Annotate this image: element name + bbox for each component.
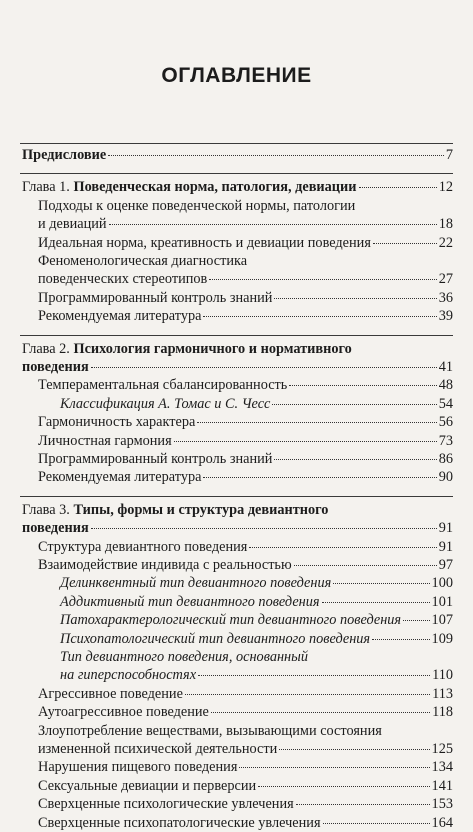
page-number: 41 [438,359,453,375]
dot-leader [203,316,436,317]
chapter-heading-cont-text: поведения [22,520,89,537]
toc-entry [38,270,453,288]
toc-entry [60,666,453,684]
toc-entry [60,574,453,592]
chapter-title: Типы, формы и структура девиантного [73,501,329,518]
dot-leader [91,367,437,368]
page-number: 109 [431,630,453,647]
page-number: 134 [431,759,453,776]
toc-entry [38,795,453,813]
toc-entry-cont-text: Феноменологическая диагностика [38,253,248,269]
dot-leader [249,547,436,548]
toc-entry-text: Патохарактерологический тип девиантного поведения [60,612,402,629]
toc-entry-text: Структура девиантного поведения [38,538,248,555]
toc-entry-text: Рекомендуемая литература [38,469,202,486]
page-number: 56 [438,414,453,431]
toc-entry-cont-text: Подходы к оценке поведенческой нормы, патологии [38,197,356,214]
chapter-number: Глава 2. [22,340,74,357]
dot-leader [198,675,430,676]
toc-entry-text: Аутоагрессивное поведение [38,704,209,721]
toc-entry-text: Сверхценные психопатологические увлечения [38,814,321,831]
page-number: 7 [445,147,453,163]
toc-entry-text: Сексуальные девиации и перверсии [38,777,257,794]
dot-leader [211,712,430,713]
preface-entry-text: Предисловие [22,147,107,163]
toc-entry [38,740,453,758]
page-number: 113 [432,685,453,702]
page-number: 97 [438,557,453,573]
dot-leader [239,767,429,768]
toc-entry-text: Программированный контроль знаний [38,289,273,306]
toc-entry-cont-text: Тип девиантного поведения, основанный [60,649,308,665]
dot-leader [197,422,436,423]
page-number: 110 [432,667,453,684]
dot-leader [359,187,437,188]
dot-leader [258,786,429,787]
dot-leader [203,477,436,478]
page-number: 101 [431,593,453,610]
toc-entry-cont [38,197,453,215]
section-divider [20,335,453,336]
chapter-heading-cont [22,519,453,537]
toc-entry-text: Рекомендуемая литература [38,308,202,325]
page-number: 164 [431,814,453,831]
chapter-heading-cont [22,358,453,376]
toc-entry-text: Темпераментальная сбалансированность [38,377,288,394]
toc-entry [38,289,453,307]
toc-entry [38,234,453,252]
chapter-heading-cont-text: поведения [22,359,89,375]
page-number: 118 [432,704,453,721]
dot-leader [403,620,429,621]
page-number: 22 [438,234,453,251]
page-number: 90 [438,469,453,486]
toc-entry-text: Нарушения пищевого поведения [38,759,238,776]
toc-entry-text: Делинквентный тип девиантного поведения [60,575,332,592]
toc-entry-cont [60,648,453,666]
toc-entry [38,758,453,776]
chapter-heading [22,501,453,519]
page-number: 73 [438,432,453,449]
page-number: 86 [438,451,453,467]
toc-entry-text: измененной психической деятельности [38,741,278,757]
chapter-heading [22,178,453,196]
dot-leader [323,823,430,824]
chapter-title: Поведенческая норма, патология, девиации [73,179,357,196]
toc-entry-cont-text: Злоупотребление веществами, вызывающими состояния [38,722,382,739]
toc-entry-text: Гармоничность характера [38,414,196,431]
toc-entry-text: Программированный контроль знаний [38,451,273,467]
section-divider [20,496,453,497]
chapter-number: Глава 3. [22,501,74,518]
toc-entry [38,703,453,721]
page-number: 141 [431,777,453,794]
toc-entry-text: и девиаций [38,216,107,233]
toc-entry-text: Аддиктивный тип девиантного поведения [60,593,320,610]
page-number: 100 [431,575,453,592]
toc-entry-cont [38,252,453,270]
dot-leader [279,749,429,750]
toc-entry [38,215,453,233]
toc-entry-text: Сверхценные психологические увлечения [38,796,294,813]
section-divider [20,173,453,174]
toc-entry [38,814,453,832]
toc-entry-text: поведенческих стереотипов [38,271,208,288]
toc-entry-cont [38,722,453,740]
toc-entry [38,450,453,468]
dot-leader [272,404,436,405]
page-number: 153 [431,796,453,813]
chapter-title: Психология гармоничного и нормативного [73,340,352,357]
preface-entry [22,146,453,164]
dot-leader [109,224,437,225]
toc-entry-text: Психопатологический тип девиантного поведения [60,630,371,647]
page-number: 107 [431,612,453,629]
dot-leader [296,804,430,805]
toc-entry-text: на гиперспособностях [60,667,197,684]
dot-leader [373,243,437,244]
toc-entry-text: Идеальная норма, креативность и девиации поведения [38,234,371,251]
page-number: 12 [438,179,453,196]
chapter-heading-text [22,178,357,196]
toc-title: ОГЛАВЛЕНИЕ [161,64,312,87]
page-number: 18 [438,216,453,233]
dot-leader [174,441,437,442]
dot-leader [289,385,436,386]
dot-leader [294,565,437,566]
dot-leader [274,459,436,460]
dot-leader [333,583,429,584]
toc-entry [60,395,453,413]
toc-entry [60,593,453,611]
chapter-number: Глава 1. [22,179,74,196]
toc-entry [38,307,453,325]
toc-entry [38,556,453,574]
page-number: 39 [438,308,453,325]
dot-leader [185,694,430,695]
dot-leader [91,528,437,529]
dot-leader [209,279,436,280]
dot-leader [372,639,429,640]
toc-entry [38,376,453,394]
toc-entry-text: Взаимодействие индивида с реальностью [38,557,292,573]
page-number: 27 [438,271,453,288]
dot-leader [322,602,430,603]
dot-leader [108,155,444,156]
page-number: 54 [438,395,453,412]
toc-entry [60,630,453,648]
chapter-heading [22,340,453,358]
toc-entry [38,777,453,795]
page-number: 125 [431,741,453,757]
toc-entry [60,611,453,629]
section-divider [20,143,453,144]
page-number: 91 [438,538,453,555]
page-number: 36 [438,289,453,306]
toc-entry-text: Личностная гармония [38,432,172,449]
toc-entry [38,432,453,450]
toc-entry [38,538,453,556]
toc-entry [38,468,453,486]
page-number: 48 [438,377,453,394]
toc-entry-text: Агрессивное поведение [38,685,183,702]
toc-entry [38,413,453,431]
page-number: 91 [438,520,453,537]
toc-entry [38,685,453,703]
toc-entry-text: Классификация А. Томас и С. Чесс [60,395,271,412]
dot-leader [274,298,436,299]
